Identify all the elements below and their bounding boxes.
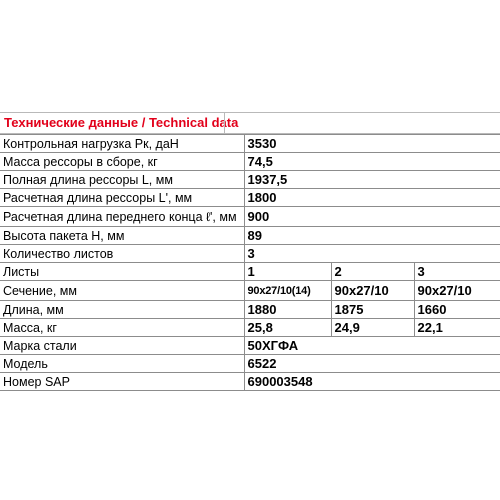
sheet-title: Технические данные / Technical data bbox=[4, 115, 239, 130]
leaf-cell: 1 bbox=[244, 263, 331, 281]
row-label: Расчетная длина рессоры L', мм bbox=[0, 189, 244, 207]
row-value: 900 bbox=[244, 207, 500, 227]
table-row bbox=[0, 319, 500, 337]
table-row bbox=[0, 189, 500, 207]
row-value: 3530 bbox=[244, 135, 500, 153]
table-row bbox=[0, 207, 500, 227]
row-value: 50ХГФА bbox=[244, 337, 500, 355]
technical-data-sheet bbox=[0, 112, 500, 391]
row-label: Номер SAP bbox=[0, 373, 244, 391]
leaf-cell: 2 bbox=[331, 263, 414, 281]
row-value: 6522 bbox=[244, 355, 500, 373]
table-row bbox=[0, 355, 500, 373]
row-value: 89 bbox=[244, 227, 500, 245]
row-label: Масса рессоры в сборе, кг bbox=[0, 153, 244, 171]
leaf-cell: 22,1 bbox=[414, 319, 500, 337]
table-row bbox=[0, 153, 500, 171]
row-label: Количество листов bbox=[0, 245, 244, 263]
table-row bbox=[0, 263, 500, 281]
leaf-cell: 24,9 bbox=[331, 319, 414, 337]
row-value: 3 bbox=[244, 245, 500, 263]
table-row bbox=[0, 135, 500, 153]
leaf-cell: 90x27/10 bbox=[331, 281, 414, 301]
leaf-cell: 90x27/10(14) bbox=[244, 281, 331, 301]
row-label: Полная длина рессоры L, мм bbox=[0, 171, 244, 189]
table-row bbox=[0, 373, 500, 391]
row-label: Листы bbox=[0, 263, 244, 281]
leaf-cell: 1875 bbox=[331, 301, 414, 319]
row-label: Расчетная длина переднего конца ℓ', мм bbox=[0, 207, 244, 227]
row-value: 74,5 bbox=[244, 153, 500, 171]
technical-data-table bbox=[0, 134, 500, 391]
row-label: Контрольная нагрузка Pк, даН bbox=[0, 135, 244, 153]
table-row bbox=[0, 245, 500, 263]
row-value: 1937,5 bbox=[244, 171, 500, 189]
row-value: 1800 bbox=[244, 189, 500, 207]
row-label: Марка стали bbox=[0, 337, 244, 355]
table-row bbox=[0, 301, 500, 319]
row-label: Масса, кг bbox=[0, 319, 244, 337]
row-label: Сечение, мм bbox=[0, 281, 244, 301]
table-row bbox=[0, 337, 500, 355]
table-row bbox=[0, 227, 500, 245]
leaf-cell: 1660 bbox=[414, 301, 500, 319]
title-divider bbox=[224, 112, 225, 133]
row-label: Модель bbox=[0, 355, 244, 373]
leaf-cell: 1880 bbox=[244, 301, 331, 319]
leaf-cell: 90x27/10 bbox=[414, 281, 500, 301]
table-row bbox=[0, 281, 500, 301]
sheet-title-row bbox=[0, 112, 500, 134]
row-label: Длина, мм bbox=[0, 301, 244, 319]
table-row bbox=[0, 171, 500, 189]
row-value: 690003548 bbox=[244, 373, 500, 391]
leaf-cell: 3 bbox=[414, 263, 500, 281]
row-label: Высота пакета H, мм bbox=[0, 227, 244, 245]
leaf-cell: 25,8 bbox=[244, 319, 331, 337]
